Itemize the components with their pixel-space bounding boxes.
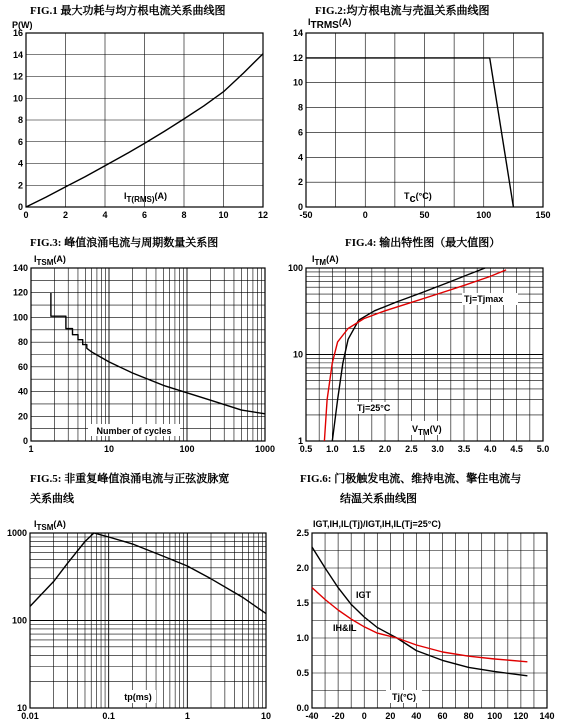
fig4-xtick-label: 2.0 xyxy=(378,444,392,454)
fig2-title: FIG.2:均方根电流与壳温关系曲线图 xyxy=(315,5,490,17)
fig2-ytick-label: 6 xyxy=(297,127,303,138)
fig2-xtick-label: 150 xyxy=(535,210,551,220)
fig6-xtick-label: 80 xyxy=(463,711,474,721)
fig1-xtick-label: 6 xyxy=(141,210,148,220)
fig2-grid xyxy=(306,33,543,207)
fig1-xtick-label: 0 xyxy=(23,210,29,220)
fig6-grid xyxy=(312,533,547,708)
fig6-xtick-label: 0 xyxy=(361,711,367,721)
fig3-series-0-line xyxy=(51,293,265,414)
fig4-ytick-label: 100 xyxy=(287,263,303,273)
fig3-ytick-label: 120 xyxy=(12,287,28,298)
fig6-xtick-label: 40 xyxy=(411,711,422,721)
fig2-xtick-label: 50 xyxy=(419,210,430,220)
fig5-ytick-label: 10 xyxy=(16,703,27,713)
fig1-xtick-label: 10 xyxy=(218,210,229,220)
fig5-ytick-label: 100 xyxy=(11,615,27,626)
fig2-xtick-label: 100 xyxy=(476,210,492,220)
fig4-xtick-label: 4.0 xyxy=(484,444,497,454)
fig2-ytick-label: 10 xyxy=(292,77,303,88)
fig4-xtick-label: 2.5 xyxy=(405,444,418,454)
fig6-ytick-label: 0.5 xyxy=(296,668,309,678)
fig5-title-line1: FIG.5: 非重复峰值浪涌电流与正弦波脉宽 xyxy=(30,473,230,485)
fig6-xtick-label: -40 xyxy=(305,711,319,721)
fig4-title: FIG.4: 输出特性图（最大值图） xyxy=(345,237,501,249)
fig2-ylabel: ITRMS(A) xyxy=(308,17,352,31)
fig6-series-igt-line xyxy=(312,547,527,676)
fig5-ytick-label: 1000 xyxy=(6,528,27,538)
fig4-xlabel: VTM(V) xyxy=(412,424,442,437)
fig1-ytick-label: 12 xyxy=(12,71,23,82)
fig3-ylabel: ITSM(A) xyxy=(34,254,66,267)
fig4-xtick-label: 0.5 xyxy=(299,444,313,454)
fig2-ytick-label: 4 xyxy=(297,152,303,163)
fig6-xtick-label: 140 xyxy=(539,711,555,721)
fig4-xtick-label: 4.5 xyxy=(510,444,523,454)
fig5-xtick-label: 0.01 xyxy=(21,711,39,721)
fig3-ytick-label: 20 xyxy=(17,411,28,422)
fig1-xtick-label: 8 xyxy=(181,210,187,220)
fig3-xlabel: Number of cycles xyxy=(96,426,172,436)
fig4-ytick-label: 10 xyxy=(292,349,303,360)
fig6-ytick-label: 1.5 xyxy=(296,598,309,608)
fig3-xtick-label: 1000 xyxy=(254,444,276,454)
fig2-xtick-label: -50 xyxy=(299,210,313,220)
fig5-grid xyxy=(30,533,266,708)
fig1-grid xyxy=(26,33,263,207)
fig5-xlabel: tp(ms) xyxy=(124,692,152,702)
fig6-xtick-label: 20 xyxy=(385,711,396,721)
fig1-xtick-label: 2 xyxy=(62,210,69,220)
fig4-xtick-label: 3.0 xyxy=(431,444,444,454)
fig5-xtick-label: 10 xyxy=(260,711,272,721)
fig4-annotation-25c: Tj=25°C xyxy=(357,403,391,413)
fig4-xtick-label: 5.0 xyxy=(536,444,550,454)
fig1-ylabel: P(W) xyxy=(12,20,33,30)
fig1-xtick-label: 4 xyxy=(102,210,108,220)
fig1-ytick-label: 10 xyxy=(12,93,23,104)
fig3-xtick-label: 1 xyxy=(28,444,34,454)
fig6-xtick-label: 60 xyxy=(437,711,448,721)
fig1-ytick-label: 0 xyxy=(17,202,23,212)
fig1-xtick-label: 12 xyxy=(257,210,269,220)
fig6-ytick-label: 2.5 xyxy=(296,528,309,538)
fig5-series-0-line xyxy=(30,533,266,614)
fig1-xlabel: IT(RMS)(A) xyxy=(124,191,168,204)
fig2-xlabel: Tc(°C) xyxy=(404,191,432,205)
fig3-ytick-label: 40 xyxy=(17,386,28,397)
fig6-title-line1: FIG.6: 门极触发电流、维持电流、擎住电流与 xyxy=(300,473,522,485)
fig3-xtick-label: 10 xyxy=(103,444,115,454)
fig6-title-line2: 结温关系曲线图 xyxy=(340,493,417,505)
fig6-annotation-ih-il: IH&IL xyxy=(333,623,357,633)
fig1-ytick-label: 6 xyxy=(17,136,23,147)
fig3-grid xyxy=(31,268,265,441)
fig1-ytick-label: 16 xyxy=(12,28,23,38)
fig6-ytick-label: 2.0 xyxy=(296,563,309,573)
fig4-annotation-tjmax: Tj=Tjmax xyxy=(464,294,504,304)
fig4-xtick-label: 3.5 xyxy=(457,444,471,454)
fig6-xtick-label: -20 xyxy=(331,711,345,721)
fig4-ytick-label: 1 xyxy=(297,436,303,446)
fig3-ytick-label: 80 xyxy=(17,337,28,348)
fig3-ytick-label: 140 xyxy=(12,263,28,273)
fig4-xtick-label: 1.0 xyxy=(326,444,339,454)
fig5-xtick-label: 0.1 xyxy=(102,711,115,721)
fig1-ytick-label: 4 xyxy=(17,158,23,169)
fig3-title: FIG.3: 峰值浪涌电流与周期数量关系图 xyxy=(30,237,219,249)
fig3-ytick-label: 0 xyxy=(22,436,28,446)
fig1-ytick-label: 14 xyxy=(12,49,23,60)
fig2-ytick-label: 12 xyxy=(292,52,303,63)
fig2-ytick-label: 14 xyxy=(292,28,303,38)
fig6-annotation-igt: IGT xyxy=(356,590,371,600)
fig6-xtick-label: 100 xyxy=(487,711,503,721)
fig6-ylabel: IGT,IH,IL(Tj)/IGT,IH,IL(Tj=25°C) xyxy=(313,519,441,529)
fig2-ytick-label: 8 xyxy=(297,102,303,113)
fig5-xtick-label: 1 xyxy=(184,711,190,721)
fig1-ytick-label: 8 xyxy=(17,115,23,125)
fig2-ytick-label: 0 xyxy=(297,202,303,212)
fig4-ylabel: ITM(A) xyxy=(312,254,339,267)
fig6-xlabel: Tj(°C) xyxy=(391,692,417,702)
fig3-ytick-label: 100 xyxy=(12,312,28,323)
fig1-ytick-label: 2 xyxy=(17,180,23,191)
fig2-xtick-label: 0 xyxy=(362,210,368,220)
fig3-xtick-label: 100 xyxy=(179,444,195,454)
fig5-ylabel: ITSM(A) xyxy=(34,519,66,532)
fig4-xtick-label: 1.5 xyxy=(352,444,365,454)
fig6-xtick-label: 120 xyxy=(513,711,529,721)
fig3-ytick-label: 60 xyxy=(17,361,28,372)
fig5-title-line2: 关系曲线 xyxy=(30,493,74,505)
fig2-ytick-label: 2 xyxy=(297,177,303,188)
fig6-ytick-label: 1.0 xyxy=(296,633,309,643)
fig6-ytick-label: 0.0 xyxy=(296,703,309,713)
fig1-title: FIG.1 最大功耗与均方根电流关系曲线图 xyxy=(30,5,226,17)
